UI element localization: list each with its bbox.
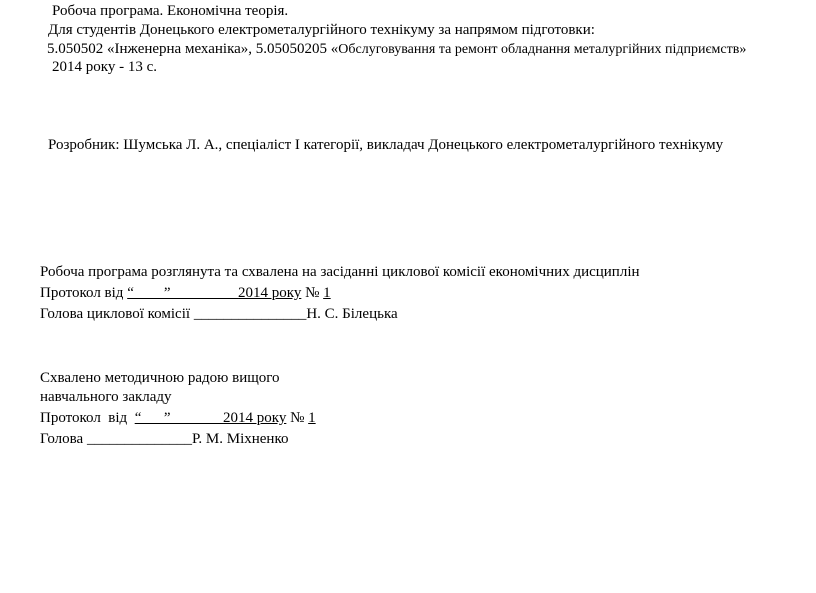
council-signature-blank: ______________ [86, 431, 192, 447]
commission-head-name: Н. С. Білецька [306, 306, 398, 322]
council-protocol-date-blank: “ ” [134, 410, 224, 426]
council-approval-line-1: Схвалено методичною радою вищого [40, 370, 280, 386]
signature-blank: _______________ [193, 306, 307, 322]
council-approval-line-2: навчального закладу [40, 389, 172, 405]
specialty-line: 5.050502 «Інженерна механіка», 5.05050205 «Обслуговування та ремонт обладнання металургійних підприємств» [47, 41, 747, 57]
council-protocol-year: 2014 року [223, 410, 287, 426]
protocol-number: 1 [323, 285, 331, 301]
council-head-line: Голова ______________Р. М. Міхненко [40, 431, 289, 447]
year-pages-line: 2014 року - 13 с. [52, 59, 157, 75]
protocol-date-blank: “ ” [127, 285, 239, 301]
program-title: Робоча програма. Економічна теорія. [52, 3, 289, 19]
author-line: Розробник: Шумська Л. А., спеціаліст I категорії, викладач Донецького електрометалургійного технікуму [48, 137, 724, 153]
commission-protocol-line: Протокол від “ ” 2014 року № 1 [40, 285, 331, 301]
audience-line: Для студентів Донецького електрометалургійного технікуму за напрямом підготовки: [48, 22, 595, 38]
council-head-name: Р. М. Міхненко [191, 431, 289, 447]
council-protocol-line: Протокол від “ ” 2014 року № 1 [40, 410, 316, 426]
protocol-year: 2014 року [238, 285, 302, 301]
commission-head-line: Голова циклової комісії _______________Н. С. Білецька [40, 306, 398, 322]
council-protocol-number: 1 [308, 410, 316, 426]
commission-approval-line: Робоча програма розглянута та схвалена на засіданні циклової комісії економічних дисциплін [40, 264, 640, 280]
